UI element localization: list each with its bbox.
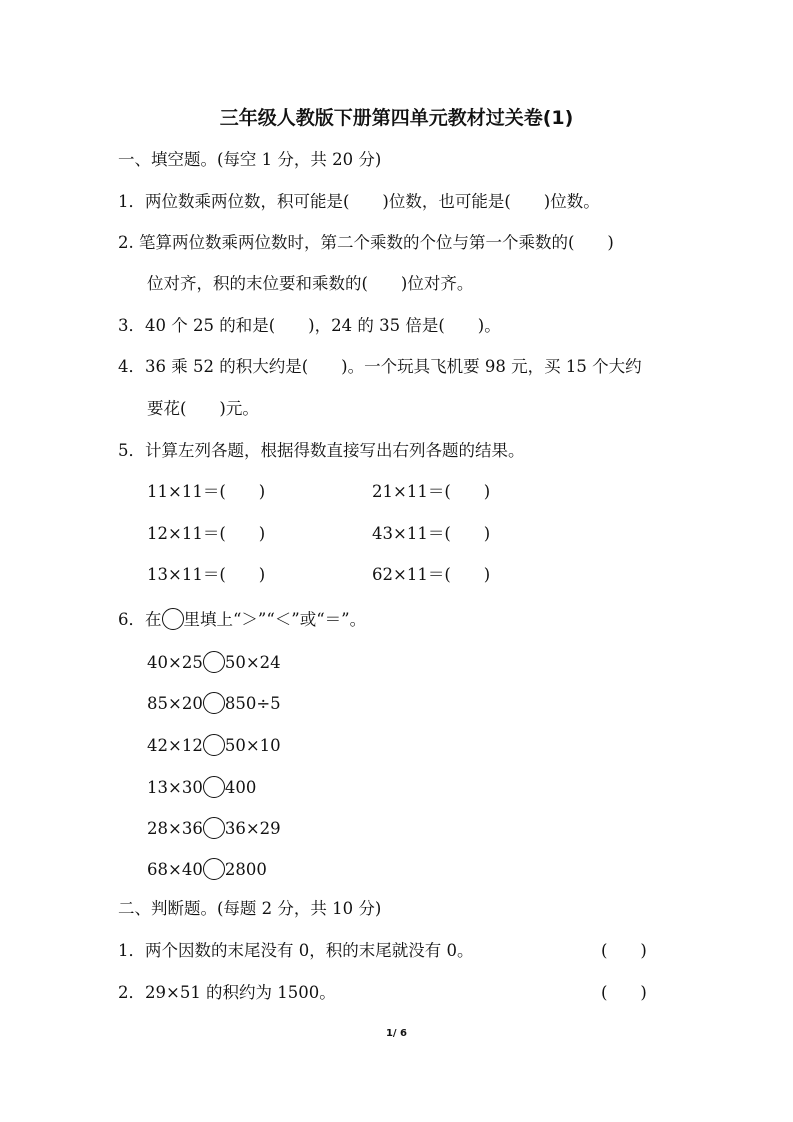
question-4-line2: 要花( )元。 <box>147 399 259 418</box>
compare-circle[interactable] <box>203 651 225 673</box>
compare-item <box>147 651 281 674</box>
q5-left-item: 13×11＝( ) <box>147 565 266 584</box>
q5-right-item: 21×11＝( ) <box>372 482 491 501</box>
compare-right: 50×10 <box>224 736 281 755</box>
question-3: 3．40 个 25 的和是( )，24 的 35 倍是( )。 <box>118 316 501 335</box>
compare-item <box>147 858 267 881</box>
question-2-line2: 位对齐，积的末位要和乘数的( )位对齐。 <box>147 274 474 293</box>
compare-circle[interactable] <box>203 734 225 756</box>
compare-left: 85×20 <box>147 694 203 713</box>
q6-prefix: 6．在 <box>118 610 162 629</box>
question-4-line1: 4．36 乘 52 的积大约是( )。一个玩具飞机要 98 元，买 15 个大约 <box>118 357 642 376</box>
q5-left-item: 11×11＝( ) <box>147 482 266 501</box>
judge-answer-2[interactable]: ( ) <box>601 983 647 1002</box>
compare-right: 850÷5 <box>224 694 281 713</box>
question-5: 5．计算左列各题，根据得数直接写出右列各题的结果。 <box>118 441 525 460</box>
judge-item-1: 1．两个因数的末尾没有 0，积的末尾就没有 0。 <box>118 941 474 960</box>
q6-suffix: 里填上“＞”“＜”或“＝”。 <box>183 610 367 629</box>
question-1: 1．两位数乘两位数，积可能是( )位数，也可能是( )位数。 <box>118 192 600 211</box>
compare-left: 68×40 <box>147 860 203 879</box>
compare-circle[interactable] <box>203 858 225 880</box>
q5-right-item: 62×11＝( ) <box>372 565 491 584</box>
circle-icon <box>162 608 184 630</box>
compare-circle[interactable] <box>203 692 225 714</box>
compare-right: 36×29 <box>224 819 281 838</box>
compare-right: 400 <box>224 778 257 797</box>
compare-right: 50×24 <box>224 653 281 672</box>
compare-left: 42×12 <box>147 736 203 755</box>
compare-left: 40×25 <box>147 653 203 672</box>
section1-heading: 一、填空题。(每空 1 分，共 20 分) <box>118 150 382 169</box>
compare-item <box>147 817 281 840</box>
compare-item <box>147 692 281 715</box>
section2-heading: 二、判断题。(每题 2 分，共 10 分) <box>118 899 382 918</box>
q5-left-item: 12×11＝( ) <box>147 524 266 543</box>
judge-answer-1[interactable]: ( ) <box>601 941 647 960</box>
compare-item <box>147 734 281 757</box>
compare-circle[interactable] <box>203 817 225 839</box>
q5-right-item: 43×11＝( ) <box>372 524 491 543</box>
page-number: 1/ 6 <box>385 1028 408 1039</box>
page-title: 三年级人教版下册第四单元教材过关卷(1) <box>219 107 574 129</box>
compare-item <box>147 776 256 799</box>
compare-circle[interactable] <box>203 776 225 798</box>
question-2-line1: 2. 笔算两位数乘两位数时，第二个乘数的个位与第一个乘数的( ) <box>118 233 614 252</box>
compare-left: 13×30 <box>147 778 203 797</box>
compare-left: 28×36 <box>147 819 203 838</box>
compare-right: 2800 <box>224 860 267 879</box>
judge-item-2: 2．29×51 的积约为 1500。 <box>118 983 336 1002</box>
question-6 <box>118 608 366 631</box>
